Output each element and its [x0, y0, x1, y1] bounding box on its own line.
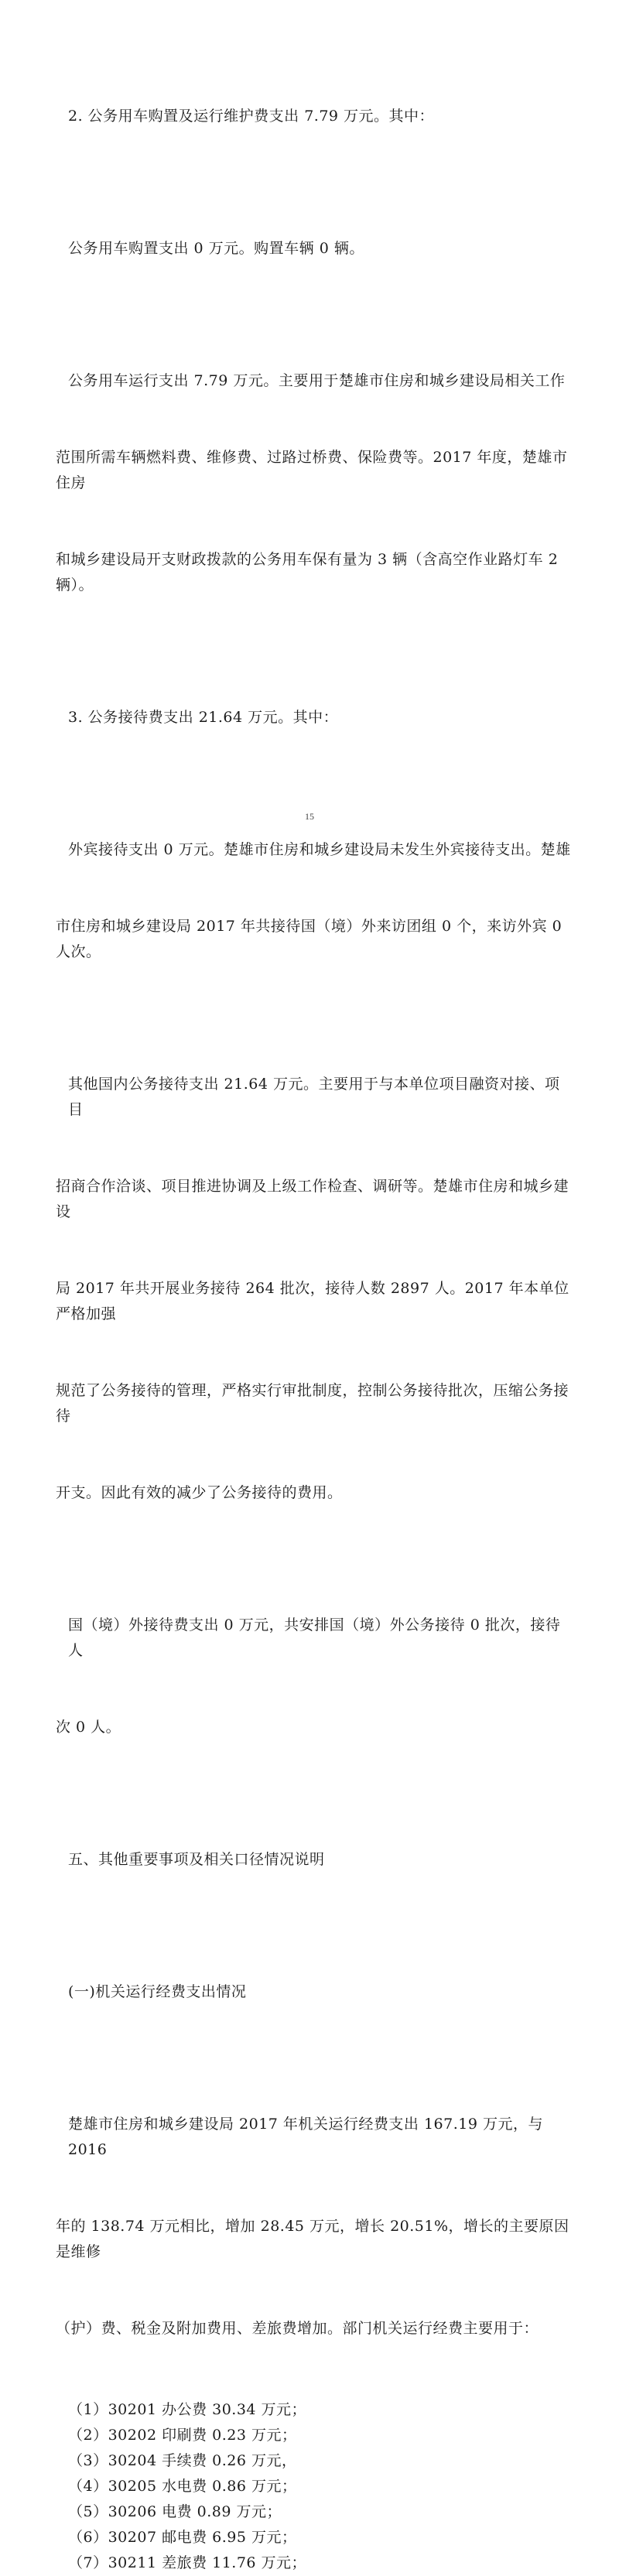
text-line: 公务用车购置支出 0 万元。购置车辆 0 辆。: [68, 240, 364, 257]
list-item: （6）30207 邮电费 6.95 万元；: [68, 2529, 297, 2546]
paragraph-vehicle-operation: [56, 317, 571, 649]
paragraph-overseas-reception: [56, 1562, 571, 1791]
text-line: 开支。因此有效的减少了公务接待的费用。: [56, 1484, 343, 1501]
text-line: 公务用车运行支出 7.79 万元。主要用于楚雄市住房和城乡建设局相关工作: [68, 372, 566, 389]
text-line: 国（境）外接待费支出 0 万元，共安排国（境）外公务接待 0 批次，接待人: [68, 1616, 561, 1659]
text-line: 招商合作洽谈、项目推进协调及上级工作检查、调研等。楚雄市住房和城乡建设: [56, 1178, 569, 1220]
list-item: （3）30204 手续费 0.26 万元，: [68, 2452, 297, 2469]
expense-item-list: [68, 2397, 571, 2576]
paragraph-vehicle-expense: [68, 53, 571, 180]
text-line: 2. 公务用车购置及运行维护费支出 7.79 万元。其中：: [68, 108, 435, 125]
text-line: 外宾接待支出 0 万元。楚雄市住房和城乡建设局未发生外宾接待支出。楚雄: [68, 841, 571, 858]
list-item: （5）30206 电费 0.89 万元；: [68, 2503, 282, 2520]
list-item: （7）30211 差旅费 11.76 万元；: [68, 2554, 307, 2571]
paragraph-reception-expense: [68, 654, 571, 782]
text-line: 次 0 人。: [56, 1719, 121, 1736]
subsection-heading-operating-expenses: [68, 1928, 571, 2056]
section-heading-other-matters: [68, 1796, 571, 1924]
paragraph-domestic-reception: [56, 1021, 571, 1557]
text-line: （护）费、税金及附加费用、差旅费增加。部门机关运行经费主要用于：: [56, 2320, 539, 2337]
list-item: （2）30202 印刷费 0.23 万元；: [68, 2427, 297, 2444]
text-line: 局 2017 年共开展业务接待 264 批次，接待人数 2897 人。2017 年本单位严格加强: [56, 1280, 569, 1322]
document-body: [56, 53, 571, 2576]
text-line: 市住房和城乡建设局 2017 年共接待国（境）外来访团组 0 个，来访外宾 0 人次。: [56, 918, 567, 960]
text-line: 楚雄市住房和城乡建设局 2017 年机关运行经费支出 167.19 万元，与 2016: [68, 2116, 549, 2158]
text-line: 和城乡建设局开支财政拨款的公务用车保有量为 3 辆（含高空作业路灯车 2 辆）。: [56, 551, 563, 594]
list-item: （1）30201 办公费 30.34 万元；: [68, 2401, 307, 2418]
text-line: 年的 138.74 万元相比，增加 28.45 万元，增长 20.51%，增长的主要原因是维修: [56, 2218, 569, 2260]
text-line: 五、其他重要事项及相关口径情况说明: [68, 1851, 325, 1868]
text-line: 规范了公务接待的管理，严格实行审批制度，控制公务接待批次，压缩公务接待: [56, 1382, 569, 1425]
text-line: (一)机关运行经费支出情况: [68, 1983, 247, 2000]
text-line: 其他国内公务接待支出 21.64 万元。主要用于与本单位项目融资对接、项目: [68, 1076, 560, 1118]
list-item: （4）30205 水电费 0.86 万元；: [68, 2478, 297, 2495]
paragraph-operating-expense-summary: [56, 2061, 571, 2393]
text-line: 3. 公务接待费支出 21.64 万元。其中：: [68, 709, 339, 726]
paragraph-vehicle-purchase: [68, 185, 571, 313]
text-line: 范围所需车辆燃料费、维修费、过路过桥费、保险费等。2017 年度，楚雄市住房: [56, 449, 568, 491]
page-number: 15: [305, 811, 314, 822]
